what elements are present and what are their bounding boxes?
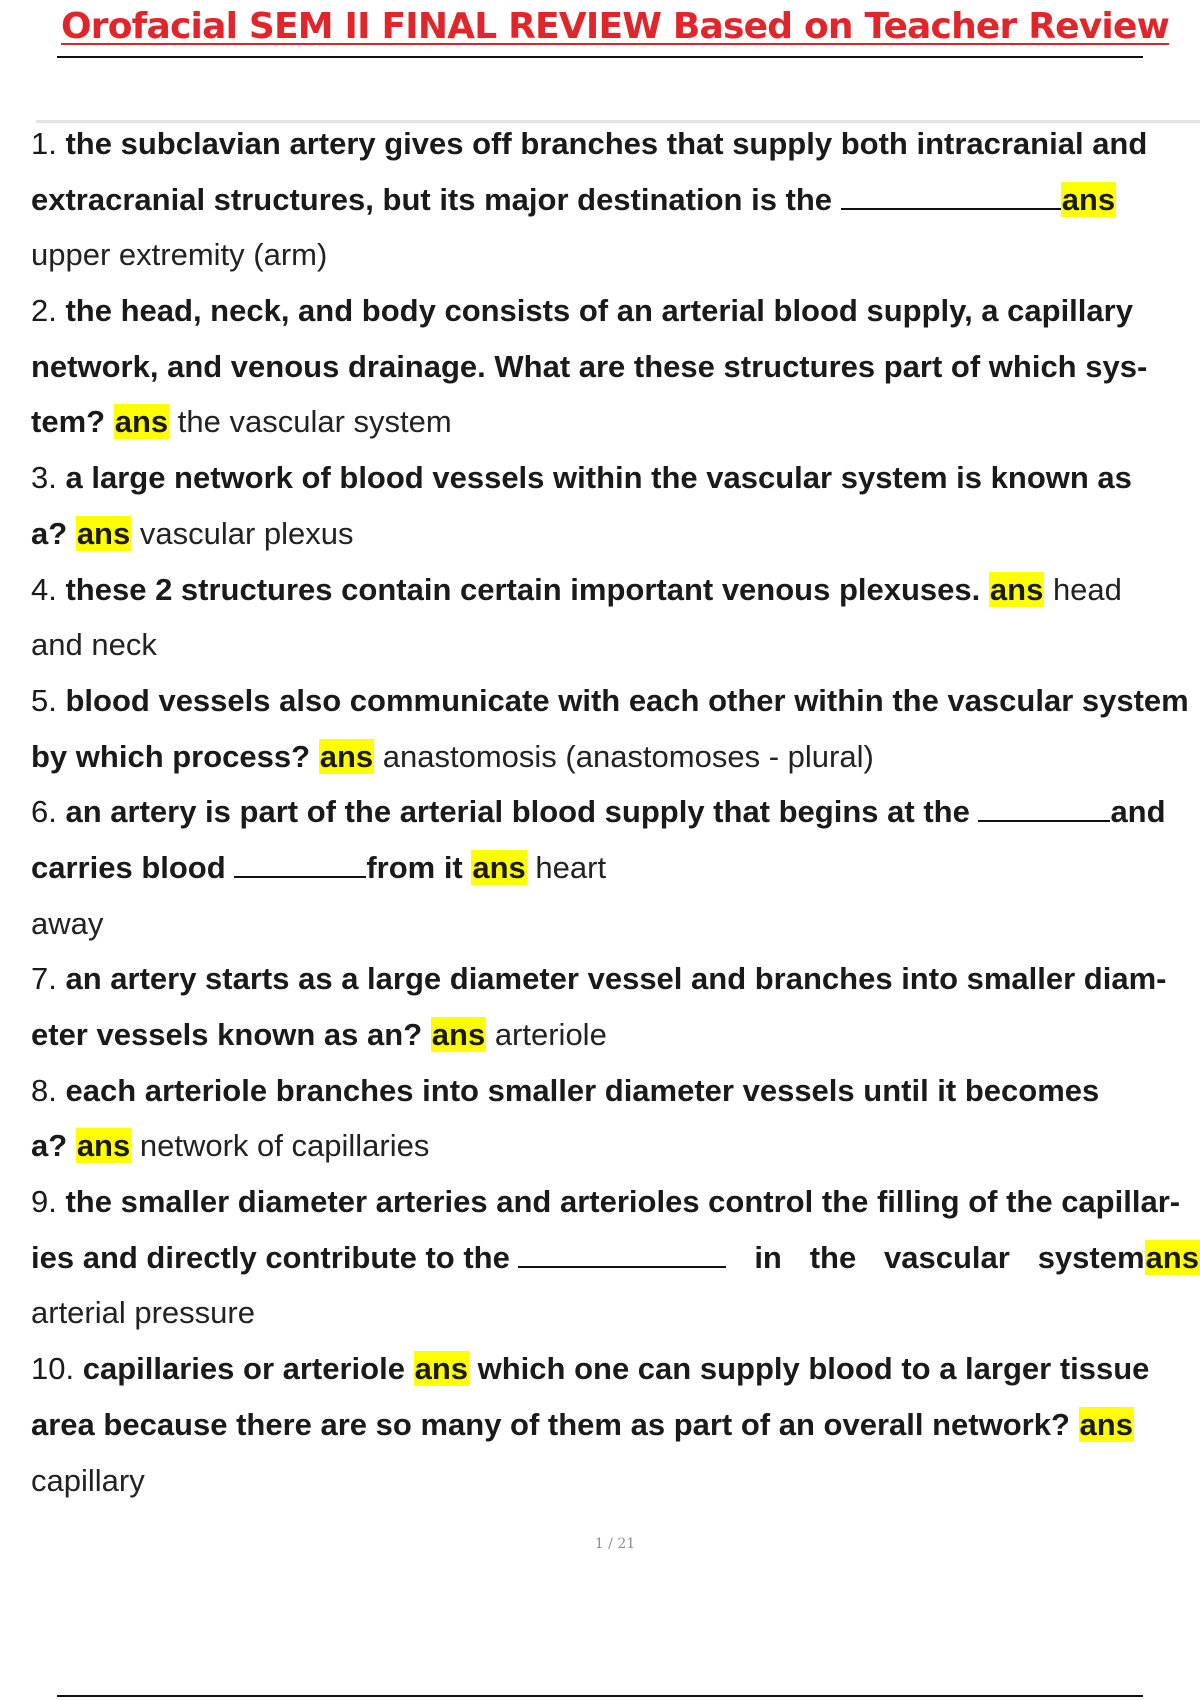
question-1-line-1: 1. the subclavian artery gives off branches that supply both intracranial and	[31, 126, 1148, 161]
answer-7: arteriole	[494, 1017, 607, 1052]
answer-6-cont: away	[31, 905, 104, 941]
answer-2: the vascular system	[177, 404, 452, 440]
question-9-line-1: 9. the smaller diameter arteries and arterioles control the filling of the capillar-	[31, 1184, 1181, 1220]
ans-marker: ans	[76, 515, 131, 551]
question-6-line-2: carries blood from it ans heart	[31, 849, 607, 885]
header-divider	[57, 56, 1143, 58]
question-7-line-1: 7. an artery starts as a large diameter vessel and branches into smaller diam-	[31, 961, 1167, 997]
page-number: 1 / 21	[594, 1536, 636, 1552]
page-title: Orofacial SEM II FINAL REVIEW Based on Teacher Review	[60, 6, 1170, 47]
question-4-line-1: 4. these 2 structures contain certain important venous plexuses. ans head	[31, 571, 1122, 607]
ans-marker: ans	[1079, 1406, 1133, 1442]
question-8-line-2: a? ans network of capillaries	[31, 1128, 430, 1164]
question-10-line-2: area because there are so many of them as part of an overall network? ans	[31, 1406, 1133, 1442]
question-6-line-1: 6. an artery is part of the arterial blood supply that begins at the and	[31, 794, 1166, 830]
answer-4: head	[1052, 571, 1122, 607]
question-2-line-1: 2. the head, neck, and body consists of an arterial blood supply, a capillary	[31, 293, 1133, 329]
question-7-line-2: eter vessels known as an? ans arteriole	[31, 1017, 607, 1052]
answer-blank	[518, 1242, 726, 1268]
ans-marker: ans	[431, 1017, 486, 1052]
question-10-line-1: 10. capillaries or arteriole ans which one can supply blood to a larger tissue	[31, 1351, 1150, 1387]
question-5-line-1: 5. blood vessels also communicate with each other within the vascular system	[31, 682, 1189, 718]
ans-marker: ans	[989, 571, 1044, 607]
ans-marker: ans	[114, 404, 169, 440]
answer-5: anastomosis (anastomoses - plural)	[382, 738, 874, 774]
footer-divider	[57, 1695, 1143, 1697]
ans-marker: ans	[1145, 1239, 1199, 1275]
answer-4-cont: and neck	[31, 627, 157, 663]
ans-marker: ans	[1061, 181, 1116, 217]
question-3-line-2: a? ans vascular plexus	[31, 515, 354, 551]
question-list	[31, 116, 1200, 1508]
answer-blank	[234, 852, 366, 878]
answer-10: capillary	[31, 1462, 145, 1498]
question-3-line-1: 3. a large network of blood vessels within the vascular system is known as	[31, 460, 1132, 496]
ans-marker: ans	[319, 738, 374, 774]
question-8-line-1: 8. each arteriole branches into smaller diameter vessels until it becomes	[31, 1072, 1100, 1108]
ans-marker: ans	[472, 849, 526, 885]
answer-blank	[841, 184, 1061, 210]
question-2-line-3: tem? ans the vascular system	[31, 404, 452, 440]
question-1-line-2: extracranial structures, but its major destination is the ans	[31, 181, 1116, 217]
answer-blank	[978, 796, 1110, 822]
ans-marker: ans	[414, 1351, 468, 1387]
question-5-line-2: by which process? ans anastomosis (anastomoses - plural)	[31, 738, 874, 774]
question-9-line-2: ies and directly contribute to the in the vascular systemans	[31, 1239, 1199, 1275]
answer-3: vascular plexus	[139, 515, 354, 551]
answer-6: heart	[535, 849, 607, 885]
answer-9: arterial pressure	[31, 1295, 255, 1331]
question-2-line-2: network, and venous drainage. What are these structures part of which sys-	[31, 348, 1148, 384]
ans-marker: ans	[76, 1128, 131, 1164]
answer-8: network of capillaries	[139, 1128, 430, 1164]
answer-1: upper extremity (arm)	[31, 237, 328, 273]
